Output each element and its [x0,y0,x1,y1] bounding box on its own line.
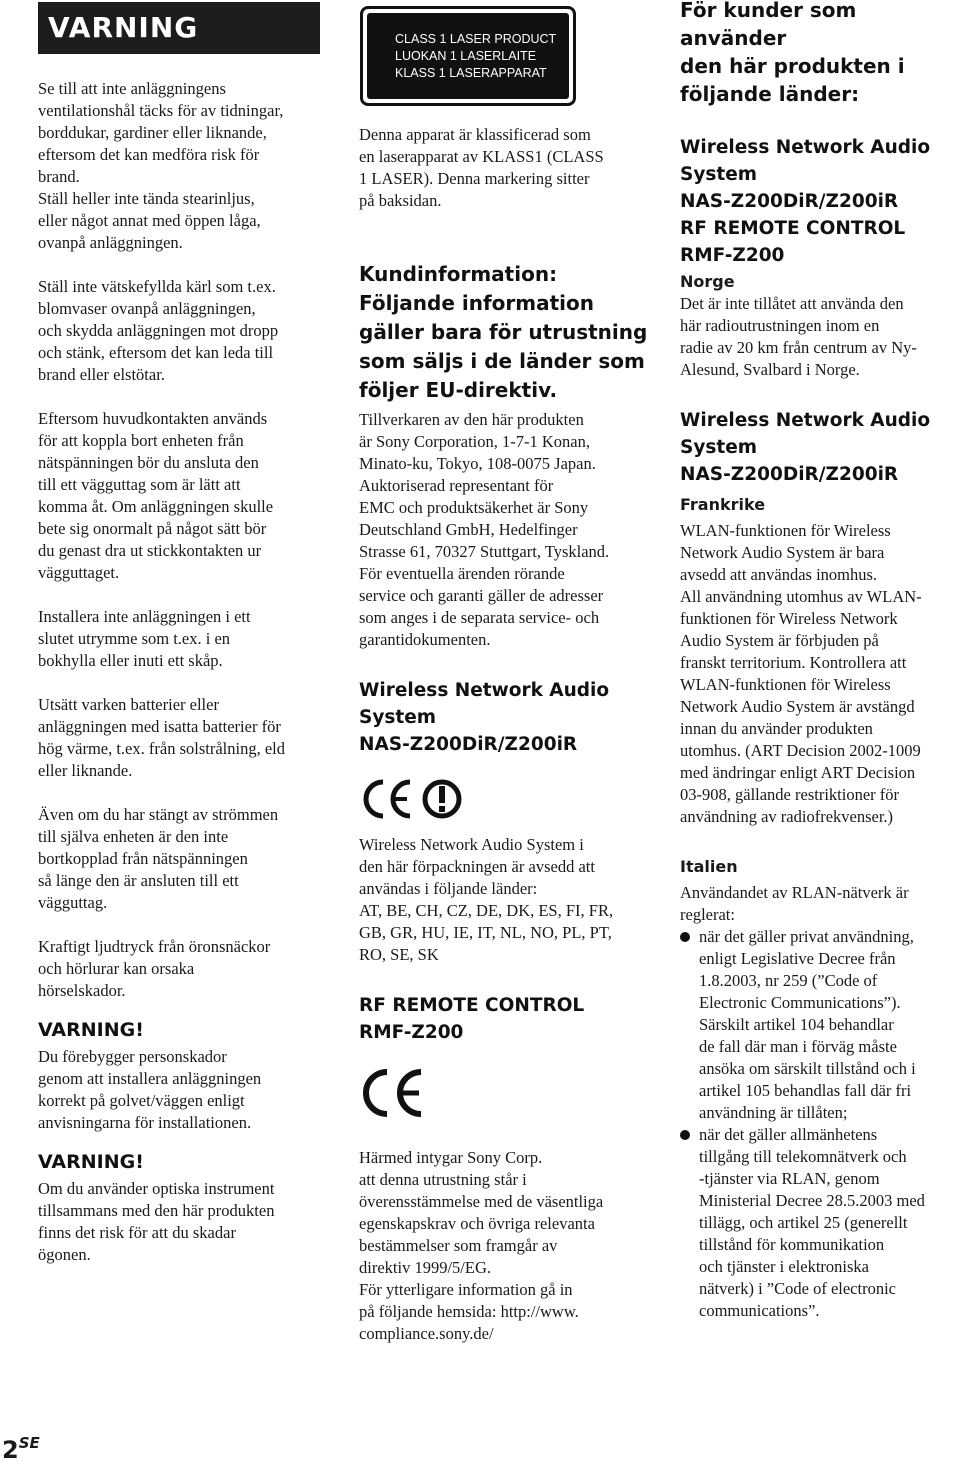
paragraph-batteries: Utsätt varken batterier eller anläggningen med isatta batterier för hög värme, t.ex. från solstrålning, eld eller liknande. [38,695,285,780]
warning-title: VARNING [38,2,320,54]
warning-optical-title: VARNING! [38,1151,144,1173]
paragraph-ventilation: Se till att inte anläggningens ventilationshål täcks för av tidningar, borddukar, gardiner eller liknande, eftersom det kan medföra risk för brand. Ställ heller inte tända stearinljus, eller något annat med öppen låga, ovanpå anläggningen. [38,79,284,252]
country-norge-title: Norge [680,272,735,291]
country-norge-text: Det är inte tillåtet att använda den här radioutrustningen inom en radie av 20 km från centrum av Ny- Alesund, Svalbard i Norge. [680,294,917,379]
customer-info-text: Tillverkaren av den här produkten är Sony Corporation, 1-7-1 Konan, Minato-ku, Tokyo, 108-0075 Japan. Auktoriserad representant för EMC och produktsäkerhet är Sony Deutschland GmbH, Hedelfinger Strasse 61, 70327 Stuttgart, Tyskland. För eventuella ärenden rörande service och garanti gäller de adresser som anges i de separata service- och garantidokumenten. [359,410,610,649]
bullet-icon [680,1130,690,1140]
declaration-text: Härmed intygar Sony Corp. att denna utrustning står i överensstämmelse med de väsentliga egenskapskrav och övriga relevanta bestämmelser som framgår av direktiv 1999/5/EG. För ytterligare information gå in på följande hemsida: http://www. compliance.sony.de/ [359,1148,604,1343]
country-frankrike-text: WLAN-funktionen för Wireless Network Audio System är bara avsedd att användas inomhus. All användning utomhus av WLAN- funktionen för Wireless Network Audio System är förbjuden på franskt territorium. Kontrollera att WLAN-funktionen för Wireless Network Audio System är avstängd innan du använder produkten utomhus. (ART Decision 2002-1009 med ändringar enligt ART Decision 03-908, gällande restriktioner för användning av radiofrekvenser.) [680,521,922,826]
product-heading-a: Wireless Network Audio System NAS-Z200DiR/Z200iR RF REMOTE CONTROL RMF-Z200 [680,137,931,266]
ce-alert-marks [359,776,649,822]
laser-description: Denna apparat är klassificerad som en laserapparat av KLASS1 (CLASS 1 LASER). Denna markering sitter på baksidan. [359,125,604,210]
italien-bullet-list [680,926,960,1322]
laser-label-line: CLASS 1 LASER PRODUCT [395,32,557,46]
paragraph-power-off: Även om du har stängt av strömmen till själva enheten är den inte bortkopplad från nätspänningen så länge den är ansluten till ett vägguttag. [38,805,279,912]
product-heading-audio-system: Wireless Network Audio System NAS-Z200DiR/Z200iR [359,680,610,755]
countries-heading: För kunder som använder den här produkten i följande länder: [680,0,905,106]
page-number: $2^{SE}$ [2,1434,40,1464]
warning-install-title: VARNING! [38,1019,144,1041]
laser-label-line: KLASS 1 LASERAPPARAT [395,66,547,80]
page-suffix: SE [18,1434,40,1452]
column-middle [359,0,649,1367]
warning-install-text: Du förebygger personskador genom att installera anläggningen korrekt på golvet/väggen enligt anvisningarna för installationen. [38,1047,262,1132]
laser-class-label [360,6,576,106]
product-heading-remote: RF REMOTE CONTROL RMF-Z200 [359,995,585,1043]
list-item: när det gäller privat användning, enligt Legislative Decree från 1.8.2003, nr 259 (”Code of Electronic Communications”). Särskilt artikel 104 behandlar de fall där man i förväg måste ansöka om särskilt tillstånd och i artikel 105 behandlas fall där fri användning är tillåten; [680,926,960,1124]
ce-mark-icon [359,1064,435,1122]
paragraph-enclosed-space: Installera inte anläggningen i ett slutet utrymme som t.ex. i en bokhylla eller inuti ett skåp. [38,607,251,670]
paragraph-hearing: Kraftigt ljudtryck från öronsnäckor och hörlurar kan orsaka hörselskador. [38,937,271,1000]
column-left [38,0,323,1288]
list-item: när det gäller allmänhetens tillgång till telekomnätverk och -tjänster via RLAN, genom Ministerial Decree 28.5.2003 med tillägg, och artikel 25 (generellt tillstånd för kommunikation och tjänster i elektroniska nätverk) i ”Code of electronic communications”. [680,1124,960,1322]
product-heading-b: Wireless Network Audio System NAS-Z200DiR/Z200iR [680,410,931,485]
product-countries-text: Wireless Network Audio System i den här förpackningen är avsedd att användas i följande länder: AT, BE, CH, CZ, DE, DK, ES, FI, FR, GB, GR, HU, IE, IT, NL, NO, PL, PT, RO, SE, SK [359,835,614,964]
country-italien-title: Italien [680,857,738,876]
bullet-icon [680,932,690,942]
paragraph-main-plug: Eftersom huvudkontakten används för att koppla bort enheten från nätspänningen bör du ansluta den till ett vägguttag som är lätt att komma åt. Om anläggningen skulle bete sig onormalt på något sätt bör du genast dra ut stickkontakten ur vägguttaget. [38,409,274,582]
paragraph-liquids: Ställ inte vätskefyllda kärl som t.ex. blomvaser ovanpå anläggningen, och skydda anläggningen mot dropp och stänk, eftersom det kan leda till brand eller elstötar. [38,277,279,384]
warning-optical-text: Om du använder optiska instrument tillsammans med den här produkten finns det risk för att du skadar ögonen. [38,1179,275,1264]
country-italien-text: Användandet av RLAN-nätverk är reglerat: [680,883,909,924]
customer-info-heading: Kundinformation: Följande information gäller bara för utrustning som säljs i de länder som följer EU-direktiv. [359,262,648,402]
ce-mark-remote [359,1064,649,1127]
laser-label-line: LUOKAN 1 LASERLAITE [395,49,537,63]
column-right [680,0,960,1322]
country-frankrike-title: Frankrike [680,495,766,514]
ce-mark-icon [359,776,463,822]
